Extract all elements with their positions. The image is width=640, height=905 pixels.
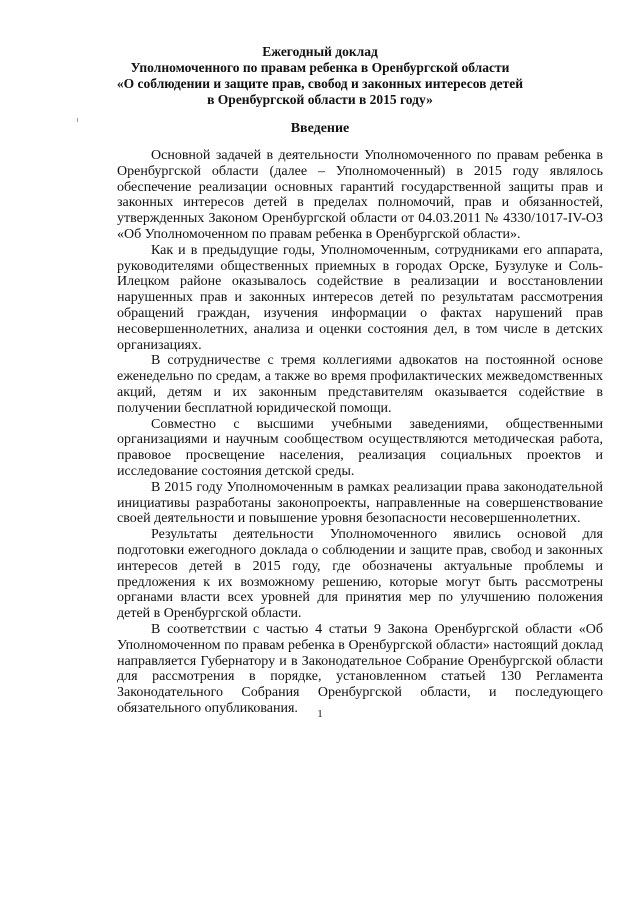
section-title: Введение	[290, 121, 350, 136]
heading-line: в Оренбургской области в 2015 году»	[207, 92, 433, 107]
paragraph: Как и в предыдущие годы, Уполномоченным, сотрудниками его аппарата, руководителями общественных приемных в городах Орске, Бузулуке и Соль-Илецком районе оказывалось содействие в реализации и восстановлении нарушенных прав и законных интересов детей по результатам рассмотрения обращений граждан, изучения информации о фактах нарушений прав несовершеннолетних, анализа и оценки состояния дел, в том числе в детских организациях.	[117, 242, 603, 353]
paragraph: В сотрудничестве с тремя коллегиями адвокатов на постоянной основе еженедельно по средам, а также во время профилактических межведомственных акций, детям и их законным представителям оказывается содействие в получении бесплатной юридической помощи.	[117, 353, 603, 416]
paragraph: Результаты деятельности Уполномоченного явились основой для подготовки ежегодного доклада о соблюдении и защите прав, свобод и законных интересов детей в 2015 году, где обозначены актуальные проблемы и предложения к их возможному решению, которые могут быть рассмотрены органами власти всех уровней для принятия мер по улучшению положения детей в Оренбургской области.	[117, 527, 603, 622]
paragraph: Совместно с высшими учебными заведениями, общественными организациями и научным сообществом осуществляются методическая работа, правовое просвещение населения, реализация социальных проектов и исследование состояния детской среды.	[117, 416, 603, 479]
paragraph: В 2015 году Уполномоченным в рамках реализации права законодательной инициативы разработаны законопроекты, направленные на совершенствование своей деятельности и повышение уровня безопасности несовершеннолетних.	[117, 479, 603, 527]
paragraph: В соответствии с частью 4 статьи 9 Закона Оренбургской области «Об Уполномоченном по правам ребенка в Оренбургской области» настоящий доклад направляется Губернатору и в Законодательное Собрание Оренбургской области для рассмотрения в порядке, установленном статьей 130 Регламента Законодательного Собрания Оренбургской области, и последующего обязательного опубликования.	[117, 621, 603, 716]
heading-line: Ежегодный доклад	[262, 44, 378, 59]
document-heading	[110, 44, 530, 108]
page-number: 1	[317, 708, 323, 720]
heading-line: Уполномоченного по правам ребенка в Оренбургской области	[130, 60, 510, 75]
paragraph: Основной задачей в деятельности Уполномоченного по правам ребенка в Оренбургской области (далее – Уполномоченный) в 2015 году являлось обеспечение реализации основных гарантий государственной защиты прав и законных интересов детей в пределах полномочий, прав и обязанностей, утвержденных Законом Оренбургской области от 04.03.2011 № 4330/1017-IV-ОЗ «Об Уполномоченном по правам ребенка в Оренбургской области».	[117, 148, 603, 242]
heading-line: «О соблюдении и защите прав, свобод и законных интересов детей	[116, 76, 524, 91]
body-text	[117, 148, 603, 717]
